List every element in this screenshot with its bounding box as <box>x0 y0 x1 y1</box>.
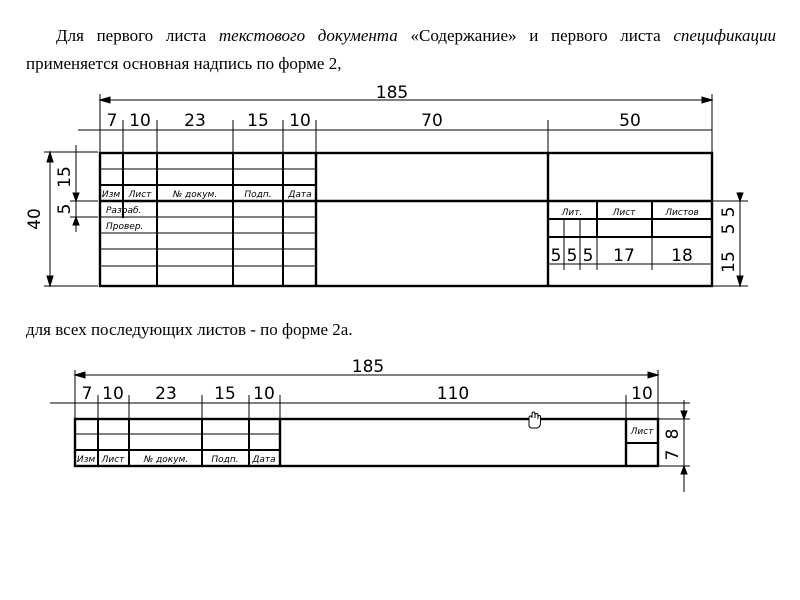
form2a-col-dim: 10 <box>631 384 653 404</box>
form2a-header-izm: Изм <box>76 455 96 465</box>
form2a-col-dim: 7 <box>81 384 93 404</box>
form2-header-izm: Изм <box>101 190 121 200</box>
form2-header-sign: Подп. <box>244 190 272 200</box>
form2a-col-dim: 15 <box>214 384 236 404</box>
intro-text-doc: текстового документа <box>218 26 398 45</box>
form2a-total-width: 185 <box>351 357 385 377</box>
form2-row-developed: Разраб. <box>106 206 142 216</box>
intro-text-2: «Содержание» и первого листа <box>397 26 674 45</box>
form2a-col-dim: 110 <box>436 384 470 404</box>
form2-header-sheets: Листов <box>665 208 699 218</box>
form2-col-dim: 70 <box>421 111 443 131</box>
form2-right-dim: 15 <box>719 251 739 273</box>
form2-col-dim: 50 <box>619 111 641 131</box>
form2-height-dim: 40 <box>25 208 45 230</box>
form2a-header-list: Лист <box>101 455 125 465</box>
form2-total-width: 185 <box>375 83 409 103</box>
form2-header-lit: Лит. <box>561 208 583 218</box>
form2-header-sheet: Лист <box>612 208 636 218</box>
intro-text-spec: спецификации <box>673 26 777 45</box>
form2-sub-dim: 18 <box>671 246 693 266</box>
form2-sub-dim: 5 <box>550 246 562 266</box>
form2-sub-dim: 17 <box>613 246 635 266</box>
form2-left-dim: 15 <box>55 166 75 188</box>
form2-col-dim: 23 <box>184 111 206 131</box>
form2a-col-dim: 10 <box>102 384 124 404</box>
form2-col-dim: 15 <box>247 111 269 131</box>
form2a-col-dim: 10 <box>253 384 275 404</box>
form2-right-dim: 5 <box>719 223 739 235</box>
form2-header-doc: № докум. <box>172 190 218 200</box>
form2-header-date: Дата <box>288 190 312 200</box>
form2-sub-dim: 5 <box>582 246 594 266</box>
form2-col-dim: 10 <box>289 111 311 131</box>
hand-cursor-icon <box>529 412 541 428</box>
form2-row-checked: Провер. <box>106 222 144 232</box>
form2a-right-dim: 8 <box>663 428 683 440</box>
form2a-header-doc: № докум. <box>143 455 189 465</box>
form2a-right-dim: 7 <box>663 449 683 461</box>
form2-header-list: Лист <box>128 190 152 200</box>
second-paragraph: для всех последующих листов - по форме 2а. <box>26 320 353 339</box>
form2-left-dim: 5 <box>55 203 75 215</box>
form2a-header-sign: Подп. <box>211 455 239 465</box>
intro-text-1: Для первого листа <box>56 26 219 45</box>
form2-right-dim: 5 <box>719 206 739 218</box>
form2-col-dim: 10 <box>129 111 151 131</box>
form2a-header-date: Дата <box>252 455 276 465</box>
form2-col-dim: 7 <box>106 111 118 131</box>
intro-text-3: применяется основная надпись по форме 2, <box>26 54 342 73</box>
form2a-header-sheet: Лист <box>630 427 654 437</box>
form2a-col-dim: 23 <box>155 384 177 404</box>
form2-sub-dim: 5 <box>566 246 578 266</box>
